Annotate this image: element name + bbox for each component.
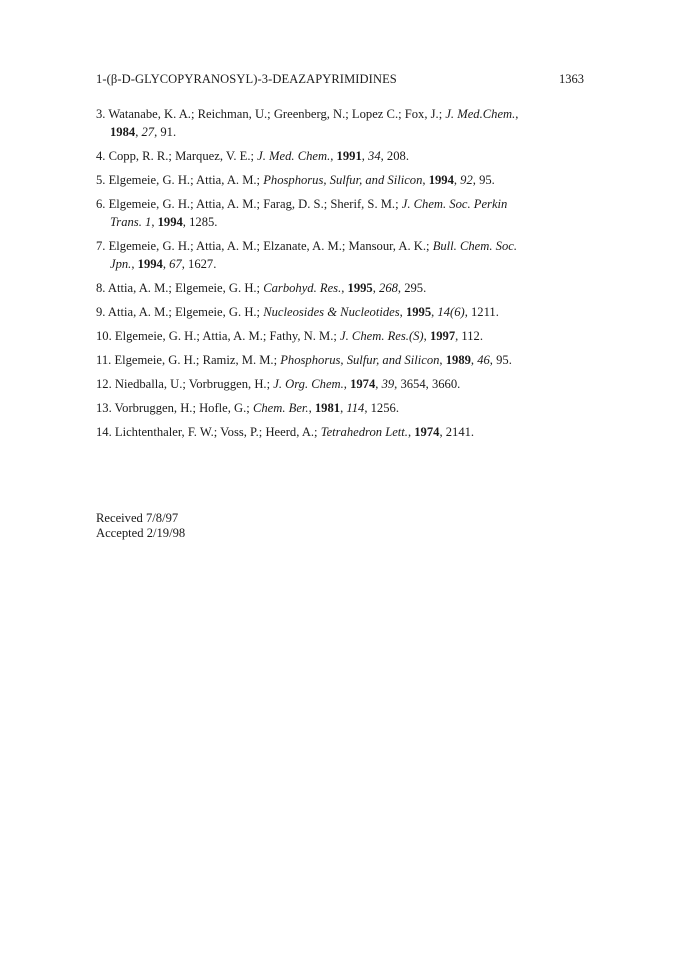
reference-text: 1984 (110, 125, 136, 139)
reference-text: 1995 (347, 281, 373, 295)
accepted-date: Accepted 2/19/98 (96, 526, 186, 540)
reference-text: 1981 (314, 401, 341, 415)
reference-text: , 91. (154, 125, 177, 139)
manuscript-dates (96, 511, 185, 541)
reference-text: , (151, 215, 158, 229)
reference-number: 4. (96, 149, 109, 163)
reference-text: Tetrahedron Lett. (320, 425, 408, 439)
reference-text: , 1211. (464, 305, 499, 319)
reference-text: , 2141. (439, 425, 475, 439)
reference-text: , (453, 173, 461, 187)
reference-text: , (343, 377, 351, 391)
reference-text: Attia, A. M.; Elgemeie, G. H.; (107, 281, 264, 295)
reference-text: , (439, 353, 446, 367)
reference-text: Elgemeie, G. H.; Attia, A. M.; Fathy, N. M.; (114, 329, 341, 343)
reference-text: Phosphorus, Sulfur, and Silicon (280, 353, 440, 367)
reference-number: 10. (96, 329, 115, 343)
reference-number: 7. (96, 239, 109, 253)
reference-text: , (423, 329, 430, 343)
reference-text: , (407, 425, 415, 439)
reference-text: 39 (381, 377, 395, 391)
reference-text: Phosphorus, Sulfur, and Silicon (263, 173, 423, 187)
running-title: 1-(β-D-GLYCOPYRANOSYL)-3-DEAZAPYRIMIDINES (96, 72, 397, 86)
reference-text: Chem. Ber. (252, 401, 309, 415)
reference-text: Trans. 1 (110, 215, 152, 229)
reference-text: Nucleosides & Nucleotides (263, 305, 400, 319)
reference-text: J. Med.Chem. (445, 107, 516, 121)
reference-number: 11. (96, 353, 115, 367)
reference-text: 14(6) (437, 305, 465, 319)
reference-text: , 3654, 3660. (394, 377, 461, 391)
reference-text: Elgemeie, G. H.; Ramiz, M. M.; (114, 353, 281, 367)
reference-text: 67 (169, 257, 182, 271)
reference-text: 1974 (350, 377, 376, 391)
reference-text: Watanabe, K. A.; Reichman, U.; Greenberg, N.; Lopez C.; Fox, J.; (108, 107, 446, 121)
reference-item (96, 327, 584, 345)
reference-text: , (330, 149, 337, 163)
reference-item (96, 399, 584, 417)
reference-text: 1974 (414, 425, 440, 439)
reference-item (96, 171, 584, 189)
reference-text: J. Med. Chem. (257, 149, 331, 163)
reference-text: Attia, A. M.; Elgemeie, G. H.; (107, 305, 264, 319)
reference-item (96, 303, 584, 321)
reference-text: , (308, 401, 315, 415)
reference-text: 1994 (157, 215, 183, 229)
reference-text: , (515, 107, 519, 121)
reference-text: , (340, 401, 347, 415)
reference-text: Niedballa, U.; Vorbruggen, H.; (114, 377, 274, 391)
reference-text: 1995 (405, 305, 432, 319)
reference-number: 5. (96, 173, 109, 187)
reference-text: 1991 (336, 149, 362, 163)
running-header (96, 72, 584, 88)
reference-text: Elgemeie, G. H.; Attia, A. M.; (108, 173, 264, 187)
reference-text: 92 (460, 173, 473, 187)
reference-text: , (372, 281, 380, 295)
reference-text: , 1627. (181, 257, 217, 271)
reference-text: , (470, 353, 478, 367)
reference-item (96, 375, 584, 393)
reference-text: , (422, 173, 429, 187)
reference-text: , (431, 305, 438, 319)
reference-list (96, 105, 584, 447)
reference-text: 114 (346, 401, 365, 415)
reference-text: Carbohyd. Res. (263, 281, 342, 295)
reference-text: Elgemeie, G. H.; Attia, A. M.; Elzanate, A. M.; Mansour, A. K.; (108, 239, 433, 253)
reference-text: , (135, 125, 142, 139)
reference-text: , (162, 257, 170, 271)
reference-text: , 112. (455, 329, 483, 343)
reference-text: 1997 (429, 329, 456, 343)
reference-text: 27 (141, 125, 155, 139)
reference-text: , (399, 305, 406, 319)
reference-item (96, 351, 584, 369)
reference-number: 9. (96, 305, 108, 319)
reference-text: Elgemeie, G. H.; Attia, A. M.; Farag, D. S.; Sherif, S. M.; (108, 197, 402, 211)
reference-text: 268 (379, 281, 398, 295)
reference-number: 3. (96, 107, 109, 121)
reference-text: Bull. Chem. Soc. (432, 239, 517, 253)
reference-item (96, 147, 584, 165)
reference-item (96, 237, 584, 273)
reference-text: , (341, 281, 348, 295)
reference-item (96, 423, 584, 441)
reference-text: J. Org. Chem. (273, 377, 344, 391)
reference-text: 1989 (445, 353, 471, 367)
reference-item (96, 195, 584, 231)
reference-text: , (361, 149, 369, 163)
page-number: 1363 (559, 72, 584, 86)
reference-text: , (131, 257, 138, 271)
reference-text: , 95. (472, 173, 495, 187)
reference-text: Copp, R. R.; Marquez, V. E.; (108, 149, 258, 163)
reference-text: , 1256. (364, 401, 399, 415)
reference-number: 13. (96, 401, 115, 415)
reference-text: , 295. (397, 281, 427, 295)
reference-text: Lichtenthaler, F. W.; Voss, P.; Heerd, A.; (114, 425, 321, 439)
reference-number: 14. (96, 425, 115, 439)
reference-item (96, 105, 584, 141)
reference-text: 34 (368, 149, 381, 163)
reference-text: , (375, 377, 382, 391)
reference-text: Vorbruggen, H.; Hofle, G.; (114, 401, 253, 415)
reference-text: , 1285. (182, 215, 218, 229)
reference-number: 8. (96, 281, 108, 295)
reference-number: 6. (96, 197, 109, 211)
reference-text: J. Chem. Res.(S) (340, 329, 424, 343)
reference-text: , 95. (489, 353, 512, 367)
reference-text: 46 (477, 353, 490, 367)
reference-text: 1994 (428, 173, 454, 187)
reference-text: , 208. (380, 149, 409, 163)
reference-text: J. Chem. Soc. Perkin (401, 197, 508, 211)
reference-text: Jpn. (110, 257, 132, 271)
reference-text: 1994 (137, 257, 163, 271)
reference-number: 12. (96, 377, 115, 391)
reference-item (96, 279, 584, 297)
received-date: Received 7/8/97 (96, 511, 179, 525)
